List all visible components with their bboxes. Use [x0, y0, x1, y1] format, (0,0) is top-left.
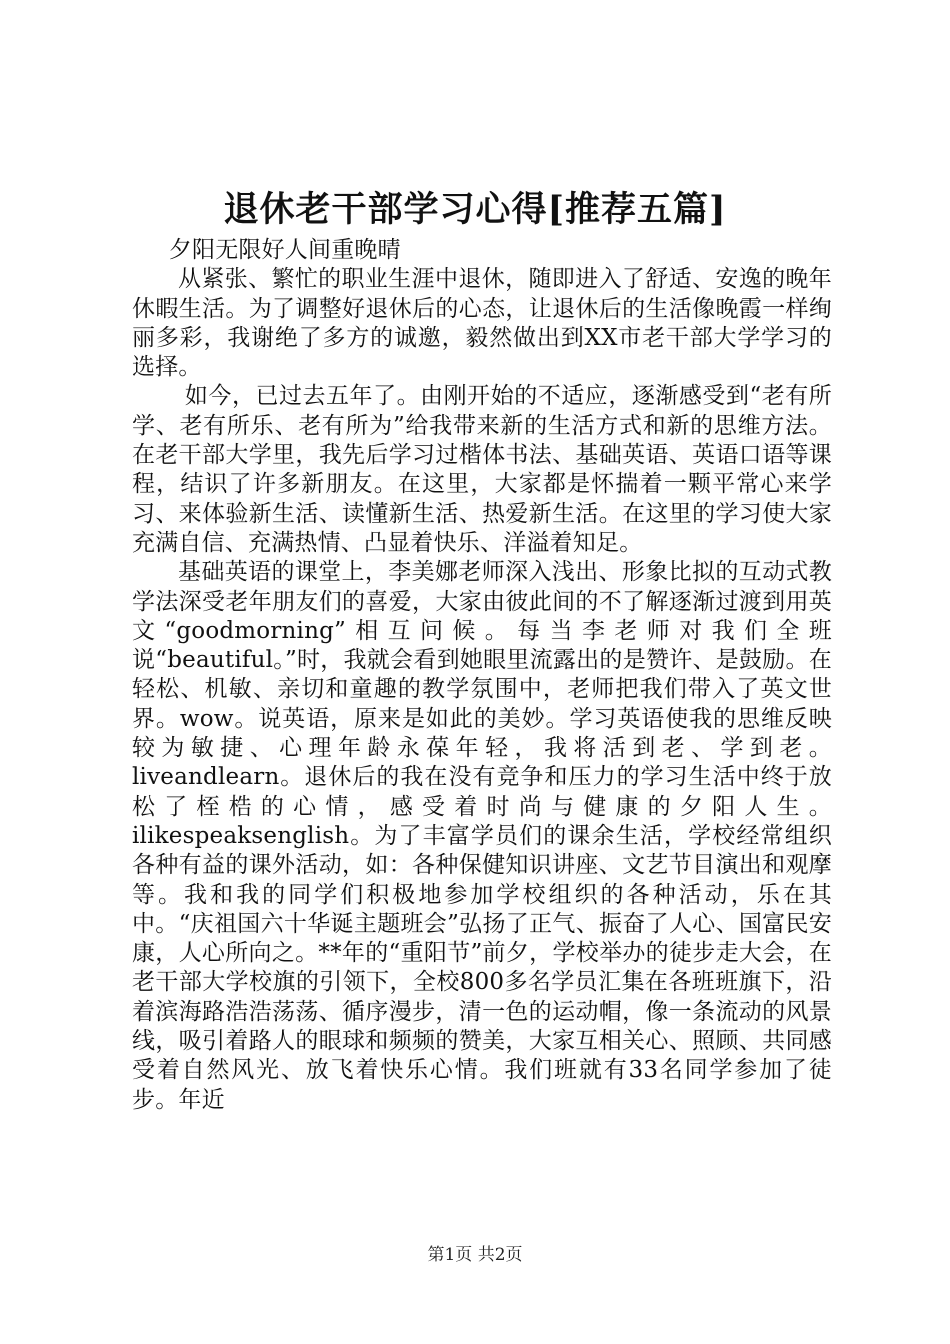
- paragraph: 如今，已过去五年了。由刚开始的不适应，逐渐感受到“老有所学、老有所乐、老有所为”给我带来新的生活方式和新的思维方法。在老干部大学里，我先后学习过楷体书法、基础英语、英语口语等课程，结识了许多新朋友。在这里，大家都是怀揣着一颗平常心来学习、来体验新生活、读懂新生活、热爱新生活。在这里的学习使大家充满自信、充满热情、凸显着快乐、洋溢着知足。: [132, 383, 832, 556]
- page-footer: 第1页 共2页: [427, 1245, 523, 1265]
- document-body: [132, 236, 832, 1115]
- document-title: 退休老干部学习心得[推荐五篇]: [223, 189, 727, 230]
- document-subtitle: 夕阳无限好人间重晚晴: [168, 237, 401, 263]
- paragraph: 从紧张、繁忙的职业生涯中退休，随即进入了舒适、安逸的晚年休暇生活。为了调整好退休后的心态，让退休后的生活像晚霞一样绚丽多彩，我谢绝了多方的诚邀，毅然做出到XX市老干部大学学习的选择。: [132, 266, 832, 381]
- paragraph: 基础英语的课堂上，李美娜老师深入浅出、形象比拟的互动式教学法深受老年朋友们的喜爱，大家由彼此间的不了解逐渐过渡到用英文“goodmorning”相互问候。每当李老师对我们全班说“beautiful。”时，我就会看到她眼里流露出的是赞许、是鼓励。在轻松、机敏、亲切和童趣的教学氛围中，老师把我们带入了英文世界。wow。说英语，原来是如此的美妙。学习英语使我的思维反映较为敏捷、心理年龄永葆年轻，我将活到老、学到老。liveandlearn。退休后的我在没有竞争和压力的学习生活中终于放松了桎梏的心情，感受着时尚与健康的夕阳人生。ilikespeaksenglish。为了丰富学员们的课余生活，学校经常组织各种有益的课外活动，如：各种保健知识讲座、文艺节目演出和观摩等。我和我的同学们积极地参加学校组织的各种活动，乐在其中。“庆祖国六十华诞主题班会”弘扬了正气、振奋了人心、国富民安康，人心所向之。**年的“重阳节”前夕，学校举办的徒步走大会，在老干部大学校旗的引领下，全校800多名学员汇集在各班班旗下，沿着滨海路浩浩荡荡、循序漫步，清一色的运动帽，像一条流动的风景线，吸引着路人的眼球和频频的赞美，大家互相关心、照顾、共同感受着自然风光、放飞着快乐心情。我们班就有33名同学参加了徒步。年近: [132, 559, 832, 1113]
